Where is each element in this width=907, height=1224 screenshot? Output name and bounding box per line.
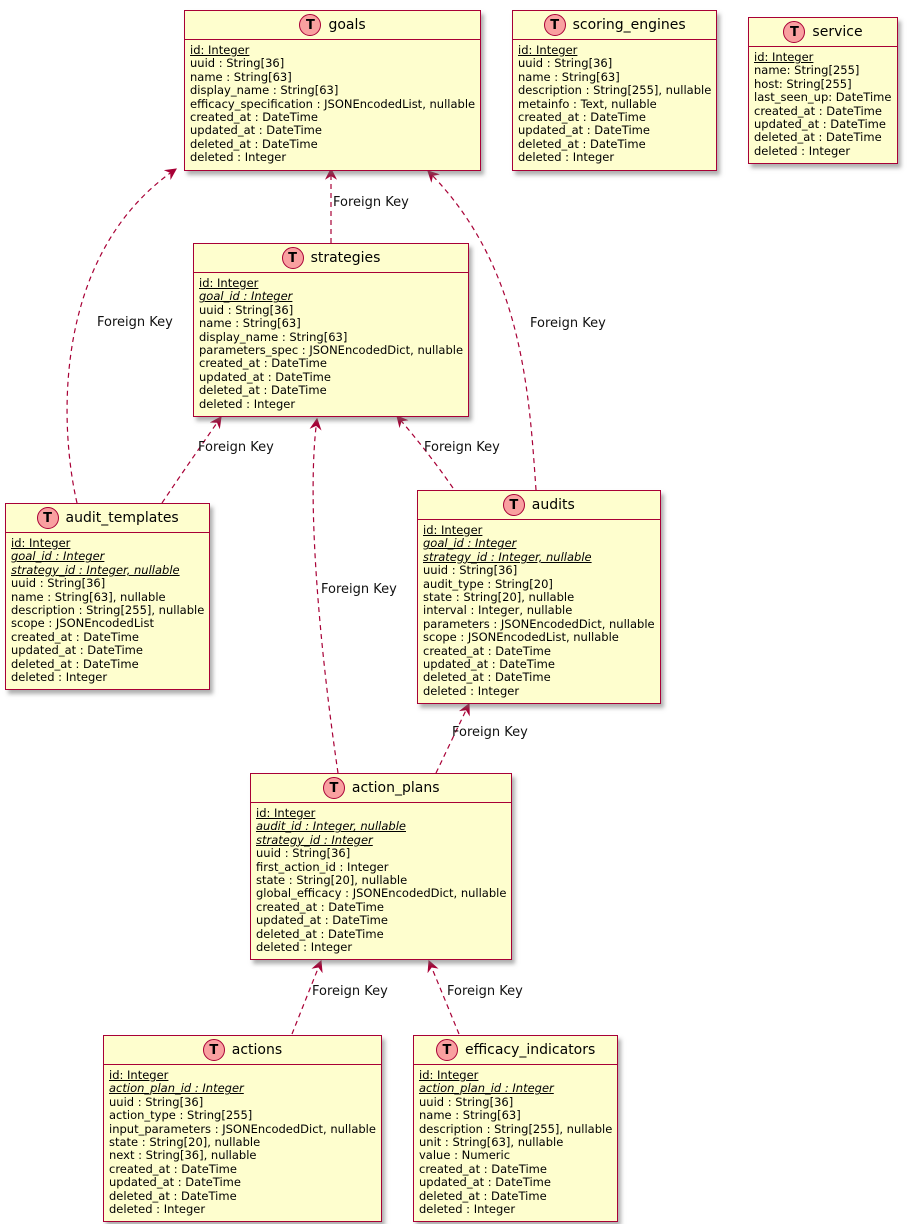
table-field: uuid : String[36] (190, 56, 285, 71)
table-field: action_type : String[255] (109, 1108, 253, 1123)
table-field: deleted_at : DateTime (199, 383, 327, 398)
table-field: deleted : Integer (423, 683, 520, 698)
table-field: uuid : String[36] (199, 302, 294, 317)
table-field: efficacy_specification : JSONEncodedList, nullable (190, 96, 476, 111)
table-field: value : Numeric (419, 1148, 511, 1163)
table-field: created_at : DateTime (518, 110, 646, 125)
table-field: audit_id : Integer, nullable (256, 819, 406, 834)
table-field: input_parameters : JSONEncodedDict, nullable (109, 1121, 376, 1136)
table-field: uuid : String[36] (419, 1094, 514, 1109)
table-field: uuid : String[36] (256, 846, 351, 861)
table-field: updated_at : DateTime (109, 1175, 241, 1190)
table-field: state : String[20], nullable (423, 590, 575, 605)
table-service (748, 17, 898, 164)
table-field: updated_at : DateTime (11, 643, 143, 658)
table-field: goal_id : Integer (11, 549, 105, 564)
table-field: state : String[20], nullable (256, 873, 408, 888)
table-field: first_action_id : Integer (256, 859, 389, 874)
table-icon: T (282, 247, 304, 269)
table-field: updated_at : DateTime (256, 913, 388, 928)
edge-label-efficacy_indicators-action_plans: Foreign Key (447, 984, 523, 999)
table-field: global_efficacy : JSONEncodedDict, nullable (256, 886, 507, 901)
table-header (418, 491, 660, 520)
table-icon: T (203, 1039, 225, 1061)
table-title: efficacy_indicators (464, 1042, 596, 1058)
edge-label-action_plans-strategies: Foreign Key (321, 582, 397, 597)
table-title: strategies (310, 250, 381, 266)
table-field: created_at : DateTime (256, 899, 384, 914)
table-field: goal_id : Integer (199, 289, 293, 304)
table-field: goal_id : Integer (423, 536, 517, 551)
table-header (414, 1036, 617, 1065)
table-field: created_at : DateTime (754, 103, 882, 118)
table-title: scoring_engines (572, 17, 686, 33)
table-fields (418, 520, 660, 703)
table-title: audit_templates (65, 510, 179, 526)
table-header (194, 244, 468, 273)
table-field: id: Integer (423, 523, 483, 537)
table-scoring_engines (512, 10, 717, 171)
table-field: name : String[63] (190, 69, 292, 84)
table-field: updated_at : DateTime (190, 123, 322, 138)
table-field: id: Integer (256, 806, 316, 820)
table-field: audit_type : String[20] (423, 576, 553, 591)
table-field: deleted : Integer (754, 143, 851, 158)
table-efficacy_indicators (413, 1035, 618, 1222)
table-action_plans (250, 773, 512, 960)
table-header (749, 18, 897, 47)
table-field: id: Integer (190, 43, 250, 57)
table-field: deleted : Integer (518, 150, 615, 165)
table-field: updated_at : DateTime (423, 657, 555, 672)
table-icon: T (436, 1039, 458, 1061)
table-field: host: String[255] (754, 76, 852, 91)
table-field: deleted_at : DateTime (256, 926, 384, 941)
table-field: parameters_spec : JSONEncodedDict, nullable (199, 343, 464, 358)
table-field: description : String[255], nullable (419, 1121, 613, 1136)
table-field: strategy_id : Integer (256, 832, 373, 847)
table-field: metainfo : Text, nullable (518, 96, 657, 111)
table-field: created_at : DateTime (11, 629, 139, 644)
table-fields (513, 40, 716, 170)
table-field: updated_at : DateTime (419, 1175, 551, 1190)
table-field: uuid : String[36] (423, 563, 518, 578)
edge-label-actions-action_plans: Foreign Key (312, 984, 388, 999)
table-icon: T (783, 21, 805, 43)
table-field: updated_at : DateTime (199, 369, 331, 384)
table-field: created_at : DateTime (199, 356, 327, 371)
table-actions (103, 1035, 382, 1222)
table-field: id: Integer (109, 1068, 169, 1082)
table-field: name : String[63] (518, 69, 620, 84)
table-field: display_name : String[63] (199, 329, 348, 344)
table-field: name : String[63] (419, 1108, 521, 1123)
table-fields (194, 273, 468, 416)
table-icon: T (37, 507, 59, 529)
table-field: id: Integer (11, 536, 71, 550)
table-goals (184, 10, 481, 171)
table-title: audits (531, 497, 575, 513)
edge-label-audits-strategies: Foreign Key (424, 440, 500, 455)
table-field: deleted : Integer (190, 150, 287, 165)
table-field: name: String[255] (754, 63, 860, 78)
table-icon: T (503, 494, 525, 516)
table-field: deleted : Integer (109, 1202, 206, 1217)
table-field: description : String[255], nullable (518, 83, 712, 98)
edge-audit_templates-goals (67, 169, 176, 503)
table-field: deleted_at : DateTime (419, 1188, 547, 1203)
table-title: goals (328, 17, 366, 33)
table-field: id: Integer (754, 50, 814, 64)
table-audit_templates (5, 503, 210, 690)
table-field: deleted_at : DateTime (11, 656, 139, 671)
table-strategies (193, 243, 469, 417)
table-title: service (812, 24, 863, 40)
table-header (6, 504, 209, 533)
table-field: state : String[20], nullable (109, 1135, 261, 1150)
table-field: next : String[36], nullable (109, 1148, 257, 1163)
table-title: action_plans (351, 780, 440, 796)
table-field: unit : String[63], nullable (419, 1135, 564, 1150)
table-field: updated_at : DateTime (754, 117, 886, 132)
table-field: deleted_at : DateTime (423, 670, 551, 685)
table-title: actions (231, 1042, 283, 1058)
table-fields (185, 40, 480, 170)
table-icon: T (299, 14, 321, 36)
table-audits (417, 490, 661, 704)
table-field: uuid : String[36] (109, 1094, 204, 1109)
table-field: last_seen_up: DateTime (754, 90, 892, 105)
table-field: uuid : String[36] (11, 576, 106, 591)
table-field: deleted_at : DateTime (518, 136, 646, 151)
table-field: id: Integer (199, 276, 259, 290)
table-field: deleted_at : DateTime (190, 136, 318, 151)
table-field: scope : JSONEncodedList, nullable (423, 630, 619, 645)
table-field: strategy_id : Integer, nullable (11, 562, 180, 577)
table-field: name : String[63], nullable (11, 589, 166, 604)
table-field: deleted : Integer (199, 396, 296, 411)
table-fields (104, 1065, 381, 1221)
table-field: deleted : Integer (11, 670, 108, 685)
table-icon: T (323, 777, 345, 799)
table-fields (6, 533, 209, 689)
table-field: name : String[63] (199, 316, 301, 331)
table-fields (414, 1065, 617, 1221)
table-icon: T (544, 14, 566, 36)
table-header (251, 774, 511, 803)
table-field: uuid : String[36] (518, 56, 613, 71)
table-field: deleted : Integer (419, 1202, 516, 1217)
table-fields (251, 803, 511, 959)
table-field: deleted : Integer (256, 940, 353, 955)
table-field: id: Integer (518, 43, 578, 57)
table-field: id: Integer (419, 1068, 479, 1082)
table-field: strategy_id : Integer, nullable (423, 549, 592, 564)
table-field: updated_at : DateTime (518, 123, 650, 138)
table-field: created_at : DateTime (423, 643, 551, 658)
table-field: action_plan_id : Integer (419, 1081, 554, 1096)
edge-label-audits-goals: Foreign Key (530, 316, 606, 331)
edge-label-action_plans-audits: Foreign Key (452, 725, 528, 740)
table-field: created_at : DateTime (419, 1161, 547, 1176)
table-field: display_name : String[63] (190, 83, 339, 98)
table-field: created_at : DateTime (190, 110, 318, 125)
table-field: description : String[255], nullable (11, 603, 205, 618)
edge-label-strategies-goals: Foreign Key (333, 195, 409, 210)
table-field: deleted_at : DateTime (109, 1188, 237, 1203)
table-field: action_plan_id : Integer (109, 1081, 244, 1096)
table-field: parameters : JSONEncodedDict, nullable (423, 616, 655, 631)
table-header (104, 1036, 381, 1065)
table-fields (749, 47, 897, 163)
edge-label-audit_templates-goals: Foreign Key (97, 315, 173, 330)
table-field: deleted_at : DateTime (754, 130, 882, 145)
table-header (185, 11, 480, 40)
table-header (513, 11, 716, 40)
edge-audit_templates-strategies (162, 417, 221, 503)
table-field: created_at : DateTime (109, 1161, 237, 1176)
table-field: scope : JSONEncodedList (11, 616, 154, 631)
table-field: interval : Integer, nullable (423, 603, 573, 618)
edge-label-audit_templates-strategies: Foreign Key (198, 440, 274, 455)
